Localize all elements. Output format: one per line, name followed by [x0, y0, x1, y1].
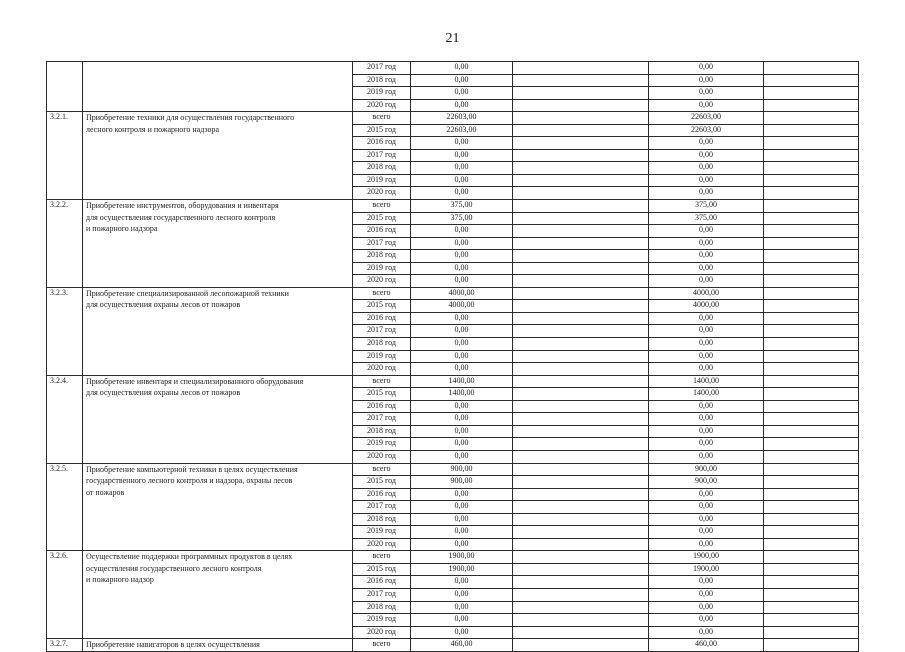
empty-cell: [513, 162, 649, 175]
regional-amount-cell: 0,00: [649, 438, 764, 451]
empty-cell: [764, 400, 859, 413]
total-amount-cell: 1900,00: [411, 563, 513, 576]
regional-amount-cell: 0,00: [649, 576, 764, 589]
empty-cell: [764, 501, 859, 514]
empty-cell: [764, 149, 859, 162]
empty-cell: [764, 626, 859, 639]
period-cell: 2015 год: [353, 388, 411, 401]
empty-cell: [513, 237, 649, 250]
table-row: [47, 639, 859, 652]
empty-cell: [513, 87, 649, 100]
empty-cell: [513, 425, 649, 438]
empty-cell: [764, 513, 859, 526]
total-amount-cell: 0,00: [411, 588, 513, 601]
period-cell: 2020 год: [353, 450, 411, 463]
item-name-line: для осуществления охраны лесов от пожаров: [86, 300, 241, 310]
empty-cell: [764, 601, 859, 614]
period-cell: 2019 год: [353, 87, 411, 100]
empty-cell: [513, 350, 649, 363]
regional-amount-cell: 460,00: [649, 639, 764, 652]
total-amount-cell: 0,00: [411, 363, 513, 376]
empty-cell: [764, 413, 859, 426]
empty-cell: [513, 300, 649, 313]
empty-cell: [764, 338, 859, 351]
total-amount-cell: 0,00: [411, 626, 513, 639]
period-cell: 2019 год: [353, 262, 411, 275]
period-cell: 2019 год: [353, 526, 411, 539]
empty-cell: [764, 488, 859, 501]
regional-amount-cell: 1400,00: [649, 375, 764, 388]
regional-amount-cell: 0,00: [649, 62, 764, 75]
total-amount-cell: 0,00: [411, 350, 513, 363]
item-name-line: Приобретение техники для осуществления государственного: [86, 113, 295, 123]
total-amount-cell: 0,00: [411, 400, 513, 413]
empty-cell: [764, 325, 859, 338]
period-cell: 2016 год: [353, 312, 411, 325]
total-amount-cell: 22603,00: [411, 112, 513, 125]
empty-cell: [513, 74, 649, 87]
total-amount-cell: 0,00: [411, 174, 513, 187]
regional-amount-cell: 0,00: [649, 614, 764, 627]
table-row: [47, 551, 859, 564]
total-amount-cell: 0,00: [411, 601, 513, 614]
empty-cell: [513, 551, 649, 564]
item-name-line: для осуществления охраны лесов от пожаров: [86, 388, 241, 398]
period-cell: 2020 год: [353, 187, 411, 200]
period-cell: всего: [353, 551, 411, 564]
regional-amount-cell: 0,00: [649, 174, 764, 187]
period-cell: 2020 год: [353, 99, 411, 112]
empty-cell: [764, 62, 859, 75]
empty-cell: [764, 174, 859, 187]
total-amount-cell: 1400,00: [411, 388, 513, 401]
empty-cell: [764, 287, 859, 300]
empty-cell: [764, 74, 859, 87]
total-amount-cell: 0,00: [411, 137, 513, 150]
empty-cell: [764, 375, 859, 388]
empty-cell: [764, 438, 859, 451]
period-cell: всего: [353, 463, 411, 476]
item-name-line: для осуществления государственного лесного контроля: [86, 212, 276, 222]
budget-table: [46, 61, 859, 652]
empty-cell: [513, 99, 649, 112]
total-amount-cell: 0,00: [411, 450, 513, 463]
empty-cell: [513, 513, 649, 526]
period-cell: 2016 год: [353, 400, 411, 413]
total-amount-cell: 0,00: [411, 438, 513, 451]
period-cell: всего: [353, 287, 411, 300]
regional-amount-cell: 0,00: [649, 538, 764, 551]
empty-cell: [764, 112, 859, 125]
total-amount-cell: 0,00: [411, 338, 513, 351]
empty-cell: [764, 262, 859, 275]
empty-cell: [764, 538, 859, 551]
page-number: 21: [445, 31, 460, 46]
total-amount-cell: 900,00: [411, 476, 513, 489]
item-name-line: Приобретение навигаторов в целях осуществления: [86, 640, 260, 650]
item-name-line: государственного лесного контроля и надзора, охраны лесов: [86, 476, 293, 485]
empty-cell: [513, 62, 649, 75]
empty-cell: [764, 388, 859, 401]
empty-cell: [513, 563, 649, 576]
empty-cell: [513, 538, 649, 551]
total-amount-cell: 0,00: [411, 275, 513, 288]
total-amount-cell: 0,00: [411, 614, 513, 627]
empty-cell: [513, 614, 649, 627]
total-amount-cell: 4000,00: [411, 300, 513, 313]
empty-cell: [764, 212, 859, 225]
empty-cell: [513, 200, 649, 213]
period-cell: 2018 год: [353, 513, 411, 526]
item-code-cell: [47, 62, 83, 112]
empty-cell: [764, 588, 859, 601]
total-amount-cell: 0,00: [411, 262, 513, 275]
empty-cell: [764, 187, 859, 200]
empty-cell: [513, 463, 649, 476]
period-cell: 2018 год: [353, 601, 411, 614]
period-cell: всего: [353, 112, 411, 125]
empty-cell: [764, 237, 859, 250]
empty-cell: [764, 639, 859, 652]
period-cell: 2017 год: [353, 149, 411, 162]
item-name: [83, 551, 353, 639]
empty-cell: [513, 639, 649, 652]
regional-amount-cell: 22603,00: [649, 124, 764, 137]
period-cell: 2020 год: [353, 626, 411, 639]
empty-cell: [764, 137, 859, 150]
empty-cell: [513, 438, 649, 451]
empty-cell: [764, 275, 859, 288]
regional-amount-cell: 0,00: [649, 275, 764, 288]
total-amount-cell: 0,00: [411, 87, 513, 100]
regional-amount-cell: 1400,00: [649, 388, 764, 401]
total-amount-cell: 0,00: [411, 187, 513, 200]
total-amount-cell: 0,00: [411, 526, 513, 539]
item-name-line: и пожарного надзора: [86, 224, 158, 234]
empty-cell: [513, 476, 649, 489]
empty-cell: [513, 413, 649, 426]
item-name: [83, 112, 353, 200]
empty-cell: [764, 87, 859, 100]
empty-cell: [764, 463, 859, 476]
empty-cell: [513, 187, 649, 200]
regional-amount-cell: 0,00: [649, 137, 764, 150]
item-name-line: Приобретение инвентаря и специализированного оборудования: [86, 376, 304, 386]
period-cell: 2018 год: [353, 250, 411, 263]
period-cell: всего: [353, 375, 411, 388]
empty-cell: [513, 225, 649, 238]
period-cell: 2016 год: [353, 225, 411, 238]
regional-amount-cell: 375,00: [649, 212, 764, 225]
table-row: [47, 200, 859, 213]
period-cell: 2020 год: [353, 363, 411, 376]
empty-cell: [764, 425, 859, 438]
empty-cell: [513, 149, 649, 162]
total-amount-cell: 22603,00: [411, 124, 513, 137]
total-amount-cell: 1900,00: [411, 551, 513, 564]
period-cell: 2018 год: [353, 162, 411, 175]
table-row: [47, 62, 859, 75]
item-code: 3.2.2.: [47, 200, 83, 288]
regional-amount-cell: 0,00: [649, 74, 764, 87]
empty-cell: [513, 112, 649, 125]
item-name-line: Осуществление поддержки программных продуктов в целях: [86, 552, 293, 562]
empty-cell: [513, 250, 649, 263]
empty-cell: [764, 476, 859, 489]
empty-cell: [513, 312, 649, 325]
item-name-line: и пожарного надзор: [86, 575, 154, 585]
regional-amount-cell: 0,00: [649, 450, 764, 463]
regional-amount-cell: 0,00: [649, 413, 764, 426]
period-cell: 2019 год: [353, 174, 411, 187]
empty-cell: [513, 137, 649, 150]
period-cell: 2015 год: [353, 476, 411, 489]
regional-amount-cell: 900,00: [649, 476, 764, 489]
period-cell: 2018 год: [353, 425, 411, 438]
empty-cell: [513, 576, 649, 589]
empty-cell: [513, 488, 649, 501]
empty-cell: [513, 626, 649, 639]
regional-amount-cell: 375,00: [649, 200, 764, 213]
empty-cell: [513, 174, 649, 187]
empty-cell: [513, 601, 649, 614]
empty-cell: [764, 162, 859, 175]
total-amount-cell: 4000,00: [411, 287, 513, 300]
total-amount-cell: 0,00: [411, 425, 513, 438]
item-name-line: Приобретение инструментов, оборудования и инвентаря: [86, 201, 279, 211]
empty-cell: [513, 275, 649, 288]
regional-amount-cell: 0,00: [649, 262, 764, 275]
empty-cell: [513, 501, 649, 514]
item-name-line: от пожаров: [86, 487, 125, 497]
total-amount-cell: 0,00: [411, 501, 513, 514]
period-cell: 2018 год: [353, 74, 411, 87]
regional-amount-cell: 0,00: [649, 338, 764, 351]
total-amount-cell: 0,00: [411, 576, 513, 589]
item-name: [83, 200, 353, 288]
period-cell: 2018 год: [353, 338, 411, 351]
empty-cell: [764, 124, 859, 137]
period-cell: 2016 год: [353, 488, 411, 501]
empty-cell: [764, 551, 859, 564]
empty-cell: [513, 450, 649, 463]
empty-cell: [764, 576, 859, 589]
regional-amount-cell: 0,00: [649, 363, 764, 376]
empty-cell: [764, 225, 859, 238]
regional-amount-cell: 1900,00: [649, 551, 764, 564]
period-cell: 2015 год: [353, 212, 411, 225]
regional-amount-cell: 0,00: [649, 488, 764, 501]
regional-amount-cell: 0,00: [649, 162, 764, 175]
regional-amount-cell: 0,00: [649, 588, 764, 601]
period-cell: 2017 год: [353, 413, 411, 426]
empty-cell: [764, 563, 859, 576]
regional-amount-cell: 22603,00: [649, 112, 764, 125]
empty-cell: [513, 124, 649, 137]
regional-amount-cell: 0,00: [649, 87, 764, 100]
empty-cell: [764, 450, 859, 463]
item-name-line: Приобретение специализированной лесопожарной техники: [86, 288, 289, 298]
item-code: 3.2.6.: [47, 551, 83, 639]
item-name: [83, 375, 353, 463]
period-cell: всего: [353, 639, 411, 652]
period-cell: 2016 год: [353, 137, 411, 150]
period-cell: 2017 год: [353, 237, 411, 250]
total-amount-cell: 1400,00: [411, 375, 513, 388]
regional-amount-cell: 0,00: [649, 350, 764, 363]
total-amount-cell: 375,00: [411, 212, 513, 225]
period-cell: 2017 год: [353, 62, 411, 75]
total-amount-cell: 0,00: [411, 162, 513, 175]
item-code: 3.2.4.: [47, 375, 83, 463]
total-amount-cell: 375,00: [411, 200, 513, 213]
total-amount-cell: 0,00: [411, 250, 513, 263]
empty-cell: [513, 287, 649, 300]
empty-cell: [513, 588, 649, 601]
total-amount-cell: 0,00: [411, 312, 513, 325]
regional-amount-cell: 0,00: [649, 149, 764, 162]
period-cell: 2020 год: [353, 538, 411, 551]
empty-cell: [513, 212, 649, 225]
regional-amount-cell: 0,00: [649, 325, 764, 338]
period-cell: 2017 год: [353, 501, 411, 514]
item-name: [83, 639, 353, 652]
empty-cell: [513, 325, 649, 338]
regional-amount-cell: 0,00: [649, 225, 764, 238]
total-amount-cell: 0,00: [411, 62, 513, 75]
empty-cell: [764, 363, 859, 376]
regional-amount-cell: 0,00: [649, 513, 764, 526]
item-name: [83, 287, 353, 375]
table-row: [47, 375, 859, 388]
item-code: 3.2.1.: [47, 112, 83, 200]
period-cell: 2016 год: [353, 576, 411, 589]
empty-cell: [513, 400, 649, 413]
period-cell: 2015 год: [353, 124, 411, 137]
total-amount-cell: 0,00: [411, 488, 513, 501]
regional-amount-cell: 0,00: [649, 237, 764, 250]
total-amount-cell: 0,00: [411, 149, 513, 162]
item-name-line: осуществления государственного лесного контроля: [86, 563, 262, 573]
empty-cell: [764, 300, 859, 313]
regional-amount-cell: 0,00: [649, 312, 764, 325]
item-name-cell: [83, 62, 353, 112]
period-cell: 2019 год: [353, 438, 411, 451]
regional-amount-cell: 0,00: [649, 626, 764, 639]
regional-amount-cell: 0,00: [649, 425, 764, 438]
regional-amount-cell: 0,00: [649, 526, 764, 539]
period-cell: 2019 год: [353, 614, 411, 627]
period-cell: 2020 год: [353, 275, 411, 288]
empty-cell: [513, 262, 649, 275]
regional-amount-cell: 1900,00: [649, 563, 764, 576]
regional-amount-cell: 0,00: [649, 99, 764, 112]
period-cell: всего: [353, 200, 411, 213]
item-code: 3.2.3.: [47, 287, 83, 375]
period-cell: 2017 год: [353, 588, 411, 601]
regional-amount-cell: 0,00: [649, 250, 764, 263]
item-name-line: лесного контроля и пожарного надзора: [86, 124, 220, 134]
empty-cell: [513, 363, 649, 376]
regional-amount-cell: 0,00: [649, 501, 764, 514]
table-row: [47, 112, 859, 125]
regional-amount-cell: 4000,00: [649, 300, 764, 313]
empty-cell: [764, 250, 859, 263]
period-cell: 2019 год: [353, 350, 411, 363]
regional-amount-cell: 900,00: [649, 463, 764, 476]
item-code: 3.2.7.: [47, 639, 83, 652]
item-name: [83, 463, 353, 551]
total-amount-cell: 0,00: [411, 225, 513, 238]
total-amount-cell: 0,00: [411, 325, 513, 338]
total-amount-cell: 0,00: [411, 413, 513, 426]
empty-cell: [764, 350, 859, 363]
regional-amount-cell: 0,00: [649, 400, 764, 413]
regional-amount-cell: 4000,00: [649, 287, 764, 300]
regional-amount-cell: 0,00: [649, 187, 764, 200]
table-row: [47, 463, 859, 476]
regional-amount-cell: 0,00: [649, 601, 764, 614]
empty-cell: [764, 99, 859, 112]
empty-cell: [513, 338, 649, 351]
empty-cell: [513, 526, 649, 539]
empty-cell: [764, 526, 859, 539]
period-cell: 2015 год: [353, 563, 411, 576]
period-cell: 2017 год: [353, 325, 411, 338]
empty-cell: [764, 200, 859, 213]
total-amount-cell: 0,00: [411, 237, 513, 250]
total-amount-cell: 0,00: [411, 99, 513, 112]
period-cell: 2015 год: [353, 300, 411, 313]
item-name-line: Приобретение компьютерной техники в целях осуществления: [86, 464, 298, 474]
total-amount-cell: 900,00: [411, 463, 513, 476]
empty-cell: [764, 312, 859, 325]
empty-cell: [513, 388, 649, 401]
total-amount-cell: 0,00: [411, 74, 513, 87]
table-row: [47, 287, 859, 300]
total-amount-cell: 0,00: [411, 513, 513, 526]
total-amount-cell: 460,00: [411, 639, 513, 652]
total-amount-cell: 0,00: [411, 538, 513, 551]
empty-cell: [513, 375, 649, 388]
item-code: 3.2.5.: [47, 463, 83, 551]
empty-cell: [764, 614, 859, 627]
